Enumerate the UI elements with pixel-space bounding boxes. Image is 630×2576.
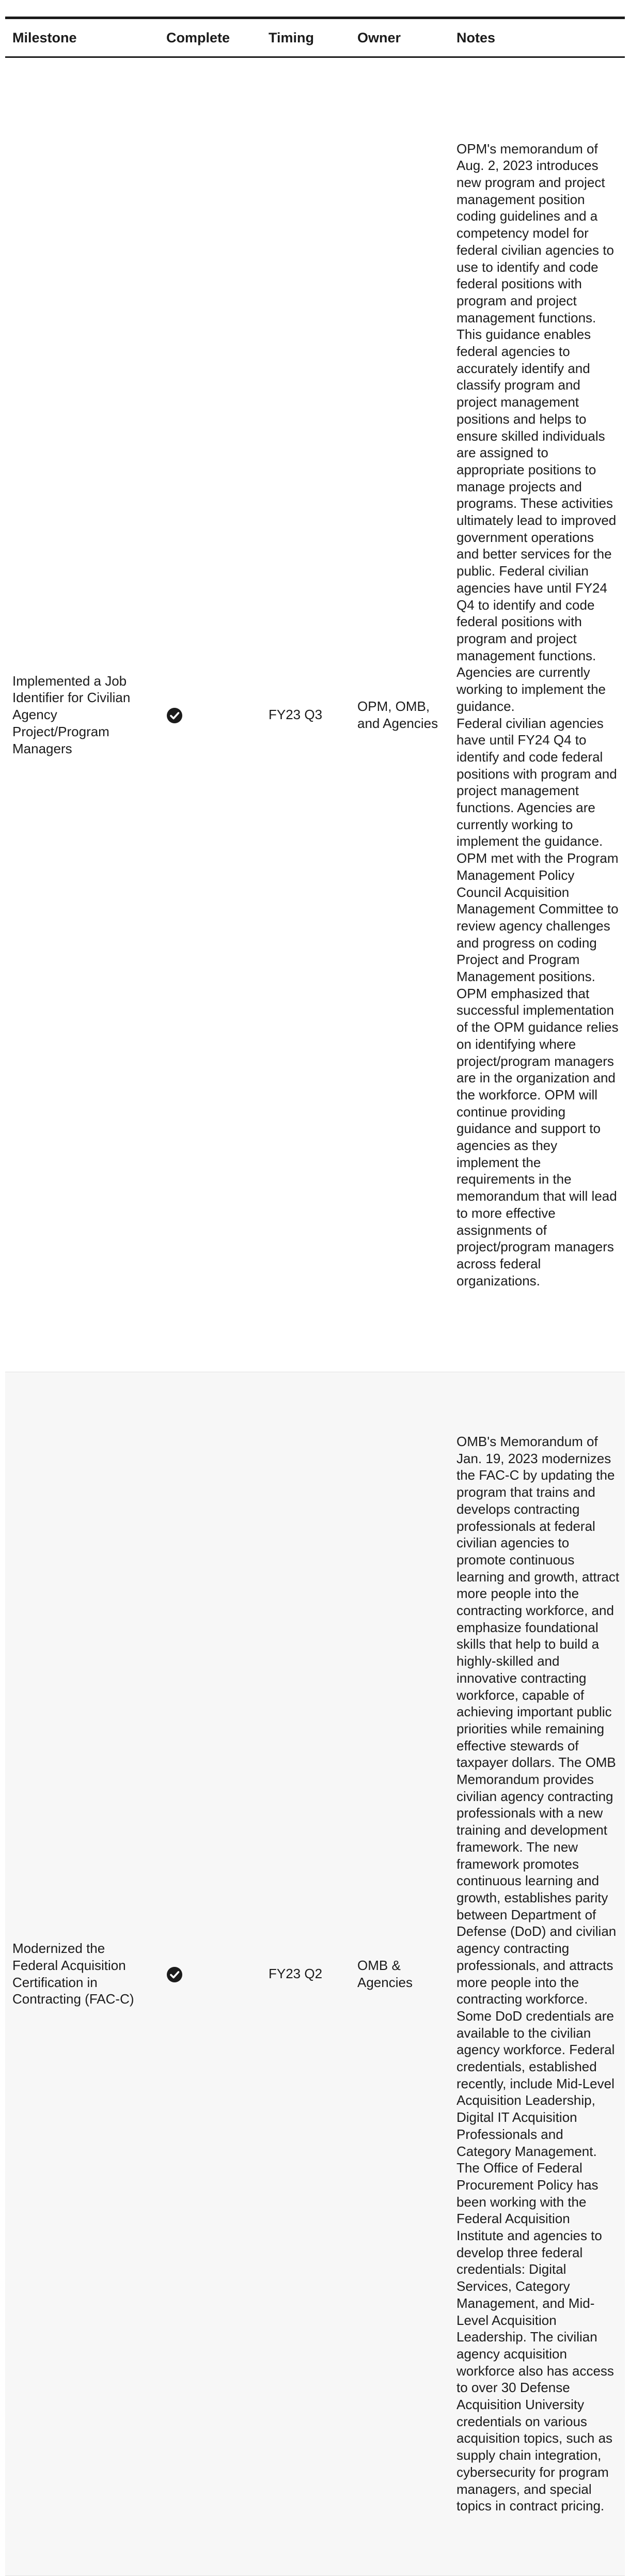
milestones-table [5,17,625,2576]
header-timing: Timing [269,29,314,45]
header-complete: Complete [166,29,230,45]
timing-cell: FY23 Q3 [269,707,323,723]
table-body [5,57,625,2576]
header-row [5,18,625,57]
notes-paragraph: OPM's memorandum of Aug. 2, 2023 introduces new program and project management position coding guidelines and a competency model for federal civilian agencies to use to identify and code federal positions with program and project management functions. This guidance enables federal agencies to accurately identify and classify program and project management positions and helps to ensure skilled individuals are assigned to appropriate positions to manage projects and programs. These activities ultimately lead to improved government operations and better services for the public. Federal civilian agencies have until FY24 Q4 to identify and code federal positions with program and project management functions. Agencies are currently working to implement the guidance. [456,141,617,714]
milestone-cell: Implemented a Job Identifier for Civilian Agency Project/Program Managers [12,673,131,756]
notes-cell [449,1372,625,2576]
header-notes: Notes [456,29,496,45]
table-row [5,57,625,1372]
header-milestone: Milestone [12,29,77,45]
milestones-table-container [5,17,625,2576]
complete-cell [159,57,261,1372]
table-header [5,18,625,57]
complete-cell [159,1372,261,2576]
milestone-cell: Modernized the Federal Acquisition Certification in Contracting (FAC-C) [12,1941,134,2007]
notes-paragraph: OMB's Memorandum of Jan. 19, 2023 modernizes the FAC-C by updating the program that trains and develops contracting professionals at federal civilian agencies to promote continuous learning and growth, attract more people into the contracting workforce, and emphasize foundational skills that help to build a highly-skilled and innovative contracting workforce, capable of achieving important public priorities while remaining effective stewards of taxpayer dollars. The OMB Memorandum provides civilian agency contracting professionals with a new training and development framework. The new framework promotes continuous learning and growth, establishes parity between Department of Defense (DoD) and civilian agency contracting professionals, and attracts more people into the contracting workforce. Some DoD credentials are available to the civilian agency workforce. Federal credentials, established recently, include Mid-Level Acquisition Leadership, Digital IT Acquisition Professionals and Category Management. The Office of Federal Procurement Policy has been working with the Federal Acquisition Institute and agencies to develop three federal credentials: Digital Services, Category Management, and Mid-Level Acquisition Leadership. The civilian agency acquisition workforce also has access to over 30 Defense Acquisition University credentials on various acquisition topics, such as supply chain integration, cybersecurity for program managers, and special topics in contract pricing. [456,1434,620,2514]
notes-paragraph: OPM met with the Program Management Policy Council Acquisition Management Committee to review agency challenges and progress on coding Project and Program Management positions. OPM emphasized that successful implementation of the OPM guidance relies on identifying where project/program managers are in the organization and the workforce. OPM will continue providing guidance and support to agencies as they implement the requirements in the memorandum that will lead to more effective assignments of project/program managers across federal organizations. [456,850,619,1289]
notes-cell [449,57,625,1372]
check-circle-icon [166,707,183,724]
check-circle-icon [166,1966,183,1983]
header-owner: Owner [357,29,401,45]
table-row [5,1372,625,2576]
notes-paragraph: Federal civilian agencies have until FY24 Q4 to identify and code federal positions with program and project management functions. Agencies are currently working to implement the guidance. [456,715,617,849]
timing-cell: FY23 Q2 [269,1966,323,1982]
owner-cell: OPM, OMB, and Agencies [357,698,438,731]
owner-cell: OMB & Agencies [357,1957,413,1990]
